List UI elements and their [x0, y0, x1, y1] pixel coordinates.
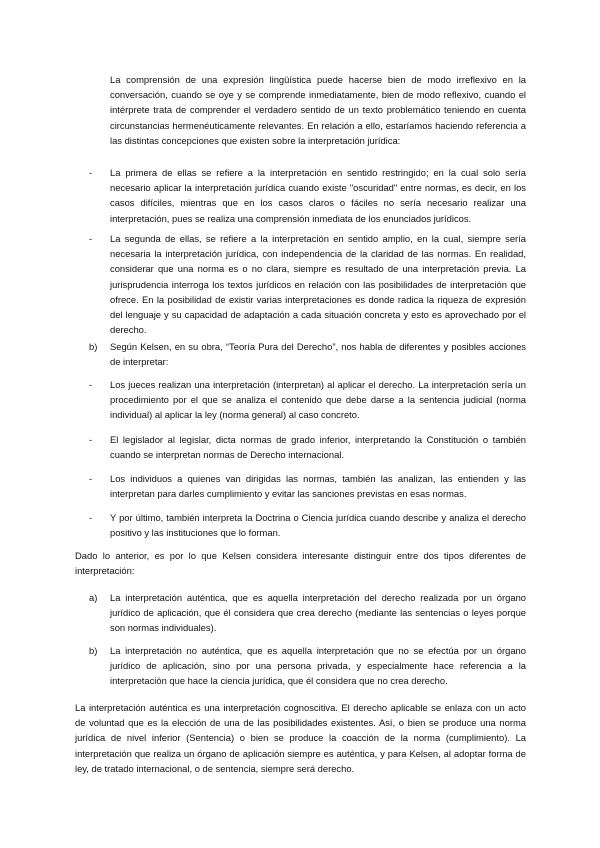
kelsen-judges-paragraph: Los jueces realizan una interpretación (interpretan) al aplicar el derecho. La interpretación sería un procedimiento por el que se analiza el contenido que debe darse a la sentencia judicial (norma individual) al aplicar la ley (norma general) al caso concreto.	[110, 379, 526, 421]
kelsen-intro-paragraph: Según Kelsen, en su obra, “Teoría Pura del Derecho”, nos habla de diferentes y posibles acciones de interpretar:	[110, 341, 526, 368]
bullet-marker: -	[89, 379, 93, 390]
interp-broad-paragraph: La segunda de ellas, se refiere a la interpretación en sentido amplio, en la cual, siempre sería necesaria la interpretación jurídica, con independencia de la claridad de las normas. En realidad, considerar que una norma es o no clara, siempre es resultado de una interpretación previa. La jurisprudencia interroga los textos jurídicos en relación con las posibilidades de interpretación que ofrece. En la posibilidad de existir varias interpretaciones es donde radica la riqueza de expresión del lenguaje y su capacidad de adaptación a cada situación concreta y esto es aprovechado por el derecho.	[110, 233, 526, 336]
bullet-marker: -	[89, 434, 93, 445]
list-marker-a: a)	[89, 592, 98, 603]
types-intro-paragraph: Dado lo anterior, es por lo que Kelsen considera interesante distinguir entre dos tipos diferentes de interpretación:	[75, 550, 526, 577]
intro-paragraph: La comprensión de una expresión lingüística puede hacerse bien de modo irreflexivo en la conversación, cuando se oye y se comprende inmediatamente, bien de modo reflexivo, cuando el intérprete trata de comprender el verdadero sentido de un texto problemático teniendo en cuenta circunstancias hermenéuticamente relevantes. En relación a ello, estaríamos haciendo referencia a las distintas concepciones que existen sobre la interpretación jurídica:	[110, 74, 526, 146]
bullet-marker: -	[89, 512, 93, 523]
bullet-marker: -	[89, 473, 93, 484]
bullet-marker: -	[89, 233, 93, 244]
final-paragraph: La interpretación auténtica es una interpretación cognoscitiva. El derecho aplicable se enlaza con un acto de voluntad que es la elección de una de las posibilidades existentes. Así, o bien se produce una norma jurídica de nivel inferior (Sentencia) o bien se produce la coacción de la norma (cumplimiento). La interpretación que realiza un órgano de aplicación siempre es auténtica, y para Kelsen, al adoptar forma de ley, de tratado internacional, o de sentencia, siempre será derecho.	[75, 702, 526, 774]
kelsen-legislator-paragraph: El legislador al legislar, dicta normas de grado inferior, interpretando la Constitución o también cuando se interpretan normas de Derecho internacional.	[110, 434, 526, 461]
kelsen-doctrine-paragraph: Y por último, también interpreta la Doctrina o Ciencia jurídica cuando describe y analiza el derecho positivo y las instituciones que lo forman.	[110, 512, 526, 539]
kelsen-individuals-paragraph: Los individuos a quienes van dirigidas las normas, también las analizan, las entienden y las interpretan para darles cumplimiento y evitar las sanciones previstas en esas normas.	[110, 473, 526, 500]
non-authentic-interpretation-paragraph: La interpretación no auténtica, que es aquella interpretación que no se efectúa por un órgano jurídico de aplicación, sino por una persona privada, y especialmente hace referencia a la interpretación que hace la ciencia jurídica, que él considera que no crea derecho.	[110, 645, 526, 687]
list-marker-b: b)	[89, 341, 98, 352]
authentic-interpretation-paragraph: La interpretación auténtica, que es aquella interpretación del derecho realizada por un órgano jurídico de aplicación, que él considera que crea derecho (mediante las sentencias o leyes porque son normas individuales).	[110, 592, 526, 634]
interp-restricted-paragraph: La primera de ellas se refiere a la interpretación en sentido restringido; en la cual solo sería necesario aplicar la interpretación jurídica cuando existe "oscuridad" entre normas, es decir, en los casos difíciles, mientras que en los casos claros o fáciles no sería necesario realizar una interpretación, pues se realiza una comprensión inmediata de los enunciados jurídicos.	[110, 167, 526, 224]
list-marker-b: b)	[89, 645, 98, 656]
bullet-marker: -	[89, 167, 93, 178]
